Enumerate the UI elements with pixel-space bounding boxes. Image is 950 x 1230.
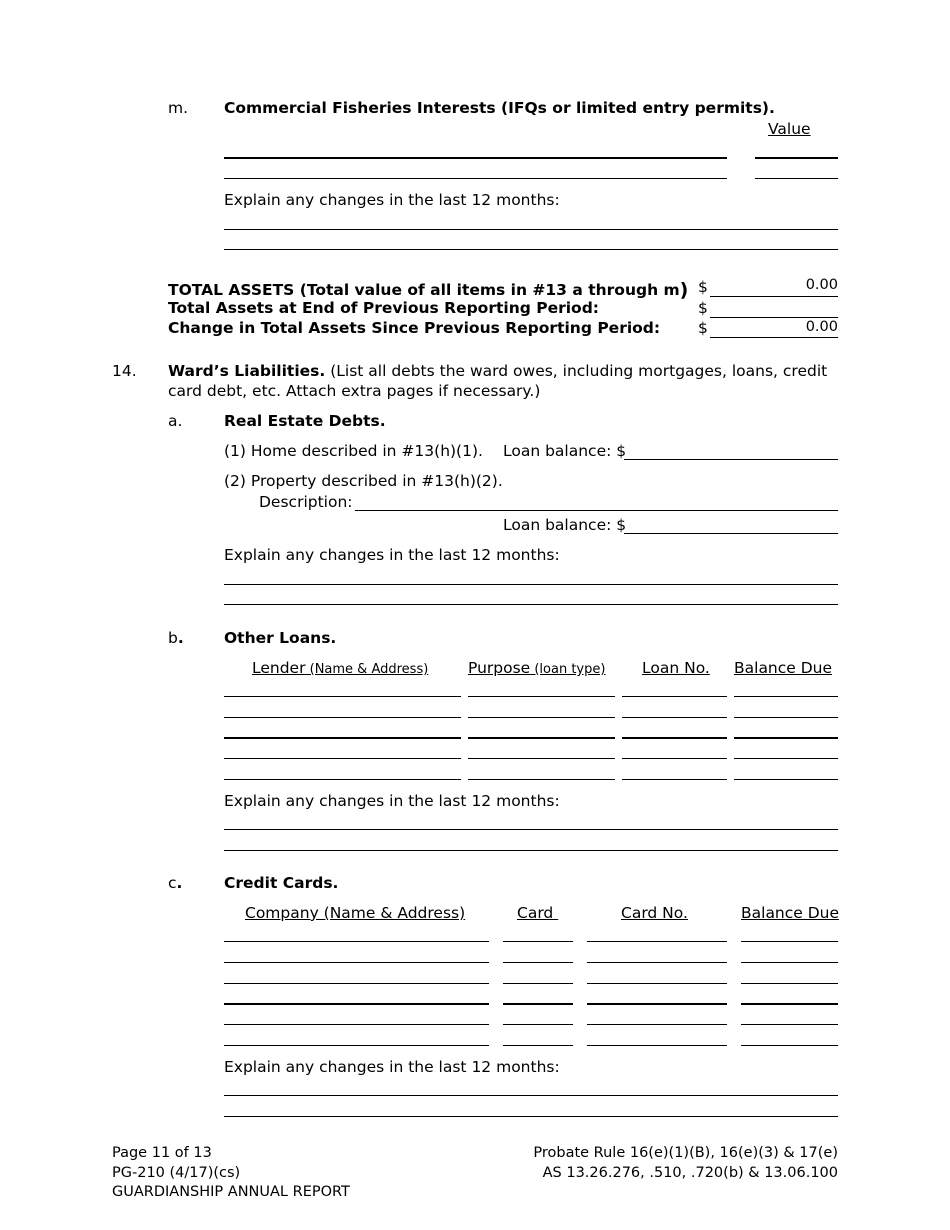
loan-no-field[interactable] — [622, 696, 727, 697]
card-field[interactable] — [503, 1003, 573, 1005]
col-loan-no-header: Loan No. — [642, 659, 710, 677]
section-14-instructions-cont: card debt, etc. Attach extra pages if necessary.) — [168, 382, 541, 400]
section-m-letter: m. — [168, 99, 189, 117]
loan-no-field[interactable] — [622, 758, 727, 759]
fisheries-description-field-2[interactable] — [224, 178, 727, 179]
card-field[interactable] — [503, 1045, 573, 1046]
balance-due-field[interactable] — [734, 696, 838, 697]
home-item-label: (1) Home described in #13(h)(1). — [224, 442, 483, 460]
col-purpose-subtext: (loan type) — [530, 662, 606, 677]
section-14-heading — [168, 362, 827, 380]
explain-changes-label: Explain any changes in the last 12 months: — [224, 1058, 560, 1076]
card-no-field[interactable] — [587, 1045, 727, 1046]
property-loan-balance-label: Loan balance: $ — [503, 516, 627, 534]
explain-changes-field-2[interactable] — [224, 1116, 838, 1117]
lender-field[interactable] — [224, 737, 461, 739]
card-field[interactable] — [503, 962, 573, 963]
explain-changes-field-2[interactable] — [224, 850, 838, 851]
balance-due-field[interactable] — [741, 1003, 838, 1005]
col-card-no-header: Card No. — [621, 904, 688, 922]
col-lender-subtext: (Name & Address) — [305, 662, 429, 677]
explain-changes-field-1[interactable] — [224, 1095, 838, 1096]
section-14-instructions: (List all debts the ward owes, including mortgages, loans, credit — [325, 362, 828, 380]
total-assets-label-text: TOTAL ASSETS (Total value of all items in #13 a through m — [168, 281, 680, 299]
fisheries-description-field-1[interactable] — [224, 157, 727, 159]
currency-sign: $ — [698, 319, 708, 337]
explain-changes-field-2[interactable] — [224, 249, 838, 250]
section-b-letter-text: b — [168, 629, 178, 647]
card-no-field[interactable] — [587, 941, 727, 942]
balance-due-field[interactable] — [741, 962, 838, 963]
col-balance-due-header: Balance Due — [741, 904, 840, 922]
company-field[interactable] — [224, 941, 489, 942]
explain-changes-label: Explain any changes in the last 12 months: — [224, 792, 560, 810]
balance-due-field[interactable] — [734, 717, 838, 718]
section-a-letter: a. — [168, 412, 183, 430]
purpose-field[interactable] — [468, 737, 615, 739]
card-field[interactable] — [503, 983, 573, 984]
property-description-field[interactable] — [355, 510, 838, 511]
col-company-header: Company (Name & Address) — [245, 904, 466, 922]
explain-changes-label: Explain any changes in the last 12 months: — [224, 191, 560, 209]
property-description-label: Description: — [259, 493, 353, 511]
change-total-assets-value: 0.00 — [805, 319, 838, 335]
home-loan-balance-field[interactable] — [624, 459, 838, 460]
section-b-letter — [168, 629, 184, 647]
card-field[interactable] — [503, 1024, 573, 1025]
loan-no-field[interactable] — [622, 737, 727, 739]
section-c-letter-dot: . — [176, 874, 183, 892]
company-field[interactable] — [224, 1024, 489, 1025]
section-c-letter-text: c — [168, 874, 177, 892]
balance-due-field[interactable] — [741, 1024, 838, 1025]
balance-due-field[interactable] — [741, 1045, 838, 1046]
col-purpose-text: Purpose — [468, 659, 531, 677]
card-no-field[interactable] — [587, 1003, 727, 1005]
purpose-field[interactable] — [468, 779, 615, 780]
card-no-field[interactable] — [587, 1024, 727, 1025]
explain-changes-label: Explain any changes in the last 12 months: — [224, 546, 560, 564]
balance-due-field[interactable] — [734, 758, 838, 759]
explain-changes-field-1[interactable] — [224, 229, 838, 230]
card-no-field[interactable] — [587, 962, 727, 963]
col-balance-due-header: Balance Due — [734, 659, 833, 677]
previous-period-field[interactable] — [710, 317, 838, 318]
card-field[interactable] — [503, 941, 573, 942]
change-total-assets-field[interactable] — [710, 337, 838, 338]
fisheries-value-field-2[interactable] — [755, 178, 838, 179]
balance-due-field[interactable] — [741, 983, 838, 984]
col-lender-text: Lender — [252, 659, 306, 677]
change-total-assets-label: Change in Total Assets Since Previous Reporting Period: — [168, 319, 661, 337]
property-item-label: (2) Property described in #13(h)(2). — [224, 472, 503, 490]
col-card-header: Card — [517, 904, 559, 922]
section-b-letter-dot: . — [177, 629, 184, 647]
lender-field[interactable] — [224, 696, 461, 697]
total-assets-field[interactable] — [710, 296, 838, 297]
total-assets-paren: ) — [679, 279, 689, 301]
statute-reference: AS 13.26.276, .510, .720(b) & 13.06.100 — [542, 1165, 838, 1181]
property-loan-balance-field[interactable] — [624, 533, 838, 534]
purpose-field[interactable] — [468, 696, 615, 697]
probate-rule-reference: Probate Rule 16(e)(1)(B), 16(e)(3) & 17(e) — [533, 1145, 838, 1161]
balance-due-field[interactable] — [741, 941, 838, 942]
section-m-title: Commercial Fisheries Interests (IFQs or limited entry permits). — [224, 99, 775, 117]
company-field[interactable] — [224, 962, 489, 963]
total-assets-label — [168, 278, 688, 300]
previous-period-label: Total Assets at End of Previous Reporting Period: — [168, 299, 599, 317]
explain-changes-field-1[interactable] — [224, 829, 838, 830]
col-purpose-header — [468, 659, 605, 677]
section-c-letter — [168, 874, 182, 892]
loan-no-field[interactable] — [622, 717, 727, 718]
section-a-title: Real Estate Debts. — [224, 412, 386, 430]
form-number: PG-210 (4/17)(cs) — [112, 1165, 241, 1181]
home-loan-balance-label: Loan balance: $ — [503, 442, 627, 460]
lender-field[interactable] — [224, 779, 461, 780]
section-14-number: 14. — [112, 362, 137, 380]
purpose-field[interactable] — [468, 717, 615, 718]
card-no-field[interactable] — [587, 983, 727, 984]
currency-sign: $ — [698, 299, 708, 317]
balance-due-field[interactable] — [734, 779, 838, 780]
company-field[interactable] — [224, 1045, 489, 1046]
company-field[interactable] — [224, 983, 489, 984]
col-lender-header — [252, 659, 428, 677]
section-c-title: Credit Cards. — [224, 874, 339, 892]
currency-sign: $ — [698, 278, 708, 296]
total-assets-value: 0.00 — [805, 277, 838, 293]
fisheries-value-field-1[interactable] — [755, 157, 838, 159]
explain-changes-field-1[interactable] — [224, 584, 838, 585]
page-number: Page 11 of 13 — [112, 1145, 212, 1161]
lender-field[interactable] — [224, 758, 461, 759]
purpose-field[interactable] — [468, 758, 615, 759]
section-14-title: Ward’s Liabilities. — [168, 362, 326, 380]
form-title: GUARDIANSHIP ANNUAL REPORT — [112, 1184, 350, 1200]
company-field[interactable] — [224, 1003, 489, 1005]
value-column-header: Value — [768, 120, 811, 138]
section-b-title: Other Loans. — [224, 629, 337, 647]
loan-no-field[interactable] — [622, 779, 727, 780]
lender-field[interactable] — [224, 717, 461, 718]
explain-changes-field-2[interactable] — [224, 604, 838, 605]
balance-due-field[interactable] — [734, 737, 838, 739]
